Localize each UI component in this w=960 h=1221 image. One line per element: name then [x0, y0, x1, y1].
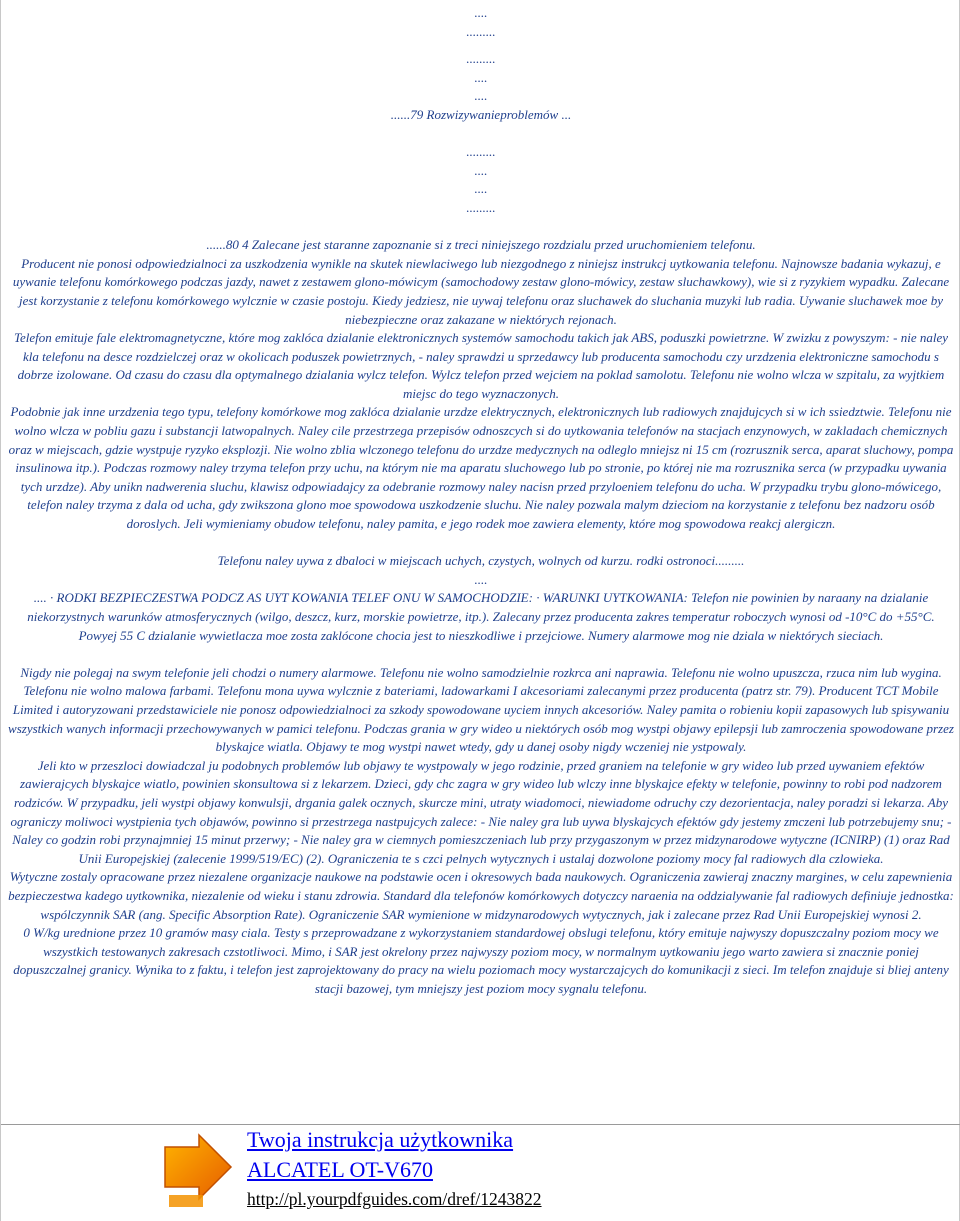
footer: [1, 1124, 960, 1221]
document-body: [7, 4, 955, 998]
paragraph: Jeli kto w przeszloci dowiadczal ju podobnych problemów lub objawy te wystpowaly w jego rodzinie, przed graniem na telefonie w gry wideo lub przed uywaniem efektów zawierajcych blyskajce wiatlo, powinien skonsultowa si z lekarzem. Dzieci, gdy chc zagra w gry wideo lub wlczy inne blyskajce efekty w telefonie, powinny to robi pod nadzorem rodziców. W przypadku, jeli wystpi objawy konwulsji, drgania galek ocznych, skurcze mini, utraty wiadomoci, niewiadome odruchy czy dezorientacja, naley poradzi si lekarza. Aby ograniczy moliwoci wystpienia tych objawów, powinno si przestrzega nastpujcych zalece: - Nie naley gra lub uywa blyskajcych efektów gdy jestemy zmczeni lub potrzebujemy snu; - Naley co godzin robi przynajmniej 15 minut przerwy; - Nie naley gra w ciemnych pomieszczeniach lub przy przygaszonym w przez midzynarodowe wytyczne (ICNIRP) (1) oraz Rad Unii Europejskiej (zalecenie 1999/519/EC) (2). Ograniczenia te s czci pelnych wytycznych i ustalaj dozwolone poziomy mocy fal radiowych dla czlowieka.: [10, 757, 952, 866]
model-link[interactable]: ALCATEL OT-V670: [247, 1157, 433, 1182]
toc-line: .........: [466, 199, 496, 215]
manual-title-link[interactable]: Twoja instrukcja użytkownika: [247, 1127, 514, 1152]
toc-line: ....: [474, 181, 488, 197]
toc-line: .........: [466, 23, 496, 39]
paragraph: Producent nie ponosi odpowiedzialnoci za uszkodzenia wynikle na skutek niewlaciwego lub niezgodnego z niniejsz instrukcj uytkowania telefonu. Najnowsze badania wykazuj, e uywanie telefonu komórkowego podczas jazdy, nawet z zestawem glono-mówicym (samochodowy zestaw glono-mówicy, zestaw sluchawkowy), wie si z ryzykiem wypadku. Zalecane jest korzystanie z telefonu komórkowego wylcznie w czasie postoju. Kiedy jedziesz, nie uywaj telefonu oraz sluchawek do sluchania muzyki lub radia. Uywanie sluchawek moe by niebezpieczne oraz zakazane w niektórych rejonach.: [12, 255, 950, 327]
url-link[interactable]: http://pl.yourpdfguides.com/dref/1243822: [247, 1189, 542, 1209]
toc-line: ....: [474, 162, 488, 178]
toc-line: ....: [474, 69, 488, 85]
paragraph: 0 W/kg urednione przez 10 gramów masy ciala. Testy s przeprowadzane z wykorzystaniem standardowej obslugi telefonu, który emituje najwyszy dopuszczalny poziom mocy we wszystkich testowanych zakresach czstotliwoci. Mimo, i SAR jest okrelony przez najwyszy poziom mocy, w normalnym uytkowaniu jego warto zawiera si znacznie poniej dopuszczalnej granicy. Wynika to z faktu, i telefon jest zaprojektowany do pracy na wielu poziomach mocy wystarczajcych do komunikacji z sieci. Im telefon znajduje si bliej anteny stacji bazowej, tym mniejszy jest poziom mocy sygnalu telefonu.: [13, 925, 949, 996]
paragraph: Telefonu naley uywa z dbaloci w miejscach uchych, czystych, wolnych od kurzu. rodki ostronoci.........: [217, 553, 745, 569]
paragraph: Wytyczne zostaly opracowane przez niezalene organizacje naukowe na podstawie ocen i okresowych bada naukowych. Ograniczenia zawieraj znaczny margines, w celu zapewnienia bezpieczestwa kadego uytkownika, niezalenie od wieku i stanu zdrowia. Standard dla telefonów komórkowych dotyczcy naraenia na oddzialywanie fal radiowych definiuje jednostka: wspólczynnik SAR (ang. Specific Absorption Rate). Ograniczenie SAR wymienione w midzynarodowych wytycznych, jak i zalecane przez Rad Unii Europejskiej wynosi 2.: [8, 869, 954, 922]
toc-line: .........: [466, 144, 496, 160]
paragraph: Podobnie jak inne urzdzenia tego typu, telefony komórkowe mog zaklóca dzialanie urzdze elektrycznych, elektronicznych lub radiowych znajdujcych si w ich ssiedztwie. Telefonu nie wolno wlcza w pobliu gazu i substancji latwopalnych. Naley cile przestrzega przepisów odnoszcych si do uytkowania telefonów na stacjach enzynowych, w zakladach chemicznych oraz w miejscach, gdzie wystpuje ryzyko eksplozji. Nie wolno zblia wlczonego telefonu do urzdze medycznych na odleglo mniejsz ni 15 cm (rozrusznik serca, aparat sluchowy, pompa insulinowa itp.). Podczas rozmowy naley trzyma telefon przy uchu, na którym nie ma aparatu sluchowego lub po stronie, po której nie ma rozrusznika serca (w przypadku uywania tych urzdze). Aby unikn nadwerenia sluchu, klawisz odpowiadajcy za odebranie rozmowy naley nacisn przed przyloeniem telefonu do ucha. W przypadku trybu glono-mówicego, telefon naley trzyma z dala od ucha, gdy zwikszona glono moe spowodowa uszkodzenie sluchu. Nie naley pozwala malym dzieciom na korzystanie z telefonu bez nadzoru osób doroslych. Jeli wymieniamy obudow telefonu, naley pamita, e jego rodek moe zawiera elementy, które mog spowodowa reakcj alergiczn.: [8, 404, 954, 532]
toc-line: ....: [474, 5, 488, 20]
paragraph: ......80 4 Zalecane jest staranne zapoznanie si z treci niniejszego rozdzialu przed uruchomieniem telefonu.: [206, 237, 756, 253]
toc-line: ....: [474, 88, 488, 104]
paragraph: ....: [474, 571, 488, 587]
paragraph: Nigdy nie polegaj na swym telefonie jeli chodzi o numery alarmowe. Telefonu nie wolno samodzielnie rozkrca ani naprawia. Telefonu nie wolno upuszcza, rzuca nim lub wygina. Telefonu nie wolno malowa farbami. Telefonu mona uywa wylcznie z bateriami, ladowarkami I akcesoriami zalecanymi przez producenta (patrz str. 79). Producent TCT Mobile Limited i autoryzowani przedstawiciele nie ponosz odpowiedzialnoci za szkody spowodowane uyciem innych akcesoriów. Naley pamita o robieniu kopii zapasowych lub spisywaniu wszystkich wanych informacji przechowywanych w pamici telefonu. Podczas grania w gry wideo u niektórych osób mog wystpi objawy epilepsji lub zamroczenia spowodowane przez blyskajce wiatla. Objawy te mog wystpi nawet wtedy, gdy u danej osoby nigdy wczeniej nie ystpowaly.: [8, 664, 954, 755]
toc-line: .........: [466, 51, 496, 67]
orange-arrow-icon: [159, 1133, 235, 1213]
paragraph: .... · RODKI BEZPIECZESTWA PODCZ AS UYT KOWANIA TELEF ONU W SAMOCHODZIE: · WARUNKI UYTKOWANIA: Telefon nie powinien by naraany na dzialanie niekorzystnych warunków atmosferycznych (wilgo, deszcz, kurz, morskie powietrze, itp.). Zalecany przez producenta zakres temperatur roboczych wynosi od -10°C do +55°C. Powyej 55 C dzialanie wywietlacza moe zosta zaklócone chocia jest to nieszkodliwe i przejciowe. Numery alarmowe mog nie dziala w niektórych sieciach.: [27, 590, 935, 643]
paragraph: Telefon emituje fale elektromagnetyczne, które mog zaklóca dzialanie elektronicznych systemów samochodu takich jak ABS, poduszki powietrzne. W zwizku z powyszym: - nie naley kla telefonu na desce rozdzielczej oraz w okolicach poduszek powietrznych, - naley sprawdzi u sprzedawcy lub producenta samochodu czy urzdzenia elektroniczne samochodu s dobrze izolowane. Od czasu do czasu dla optymalnego dzialania wylcz telefon. Wylcz telefon przed wejciem na poklad samolotu. Telefonu nie wolno wlcza w szpitalu, za wyjtkiem miejsc do tego wyznaczonych.: [13, 330, 948, 401]
toc-line: ......79 Rozwizywanieproblemów ...: [390, 106, 572, 122]
